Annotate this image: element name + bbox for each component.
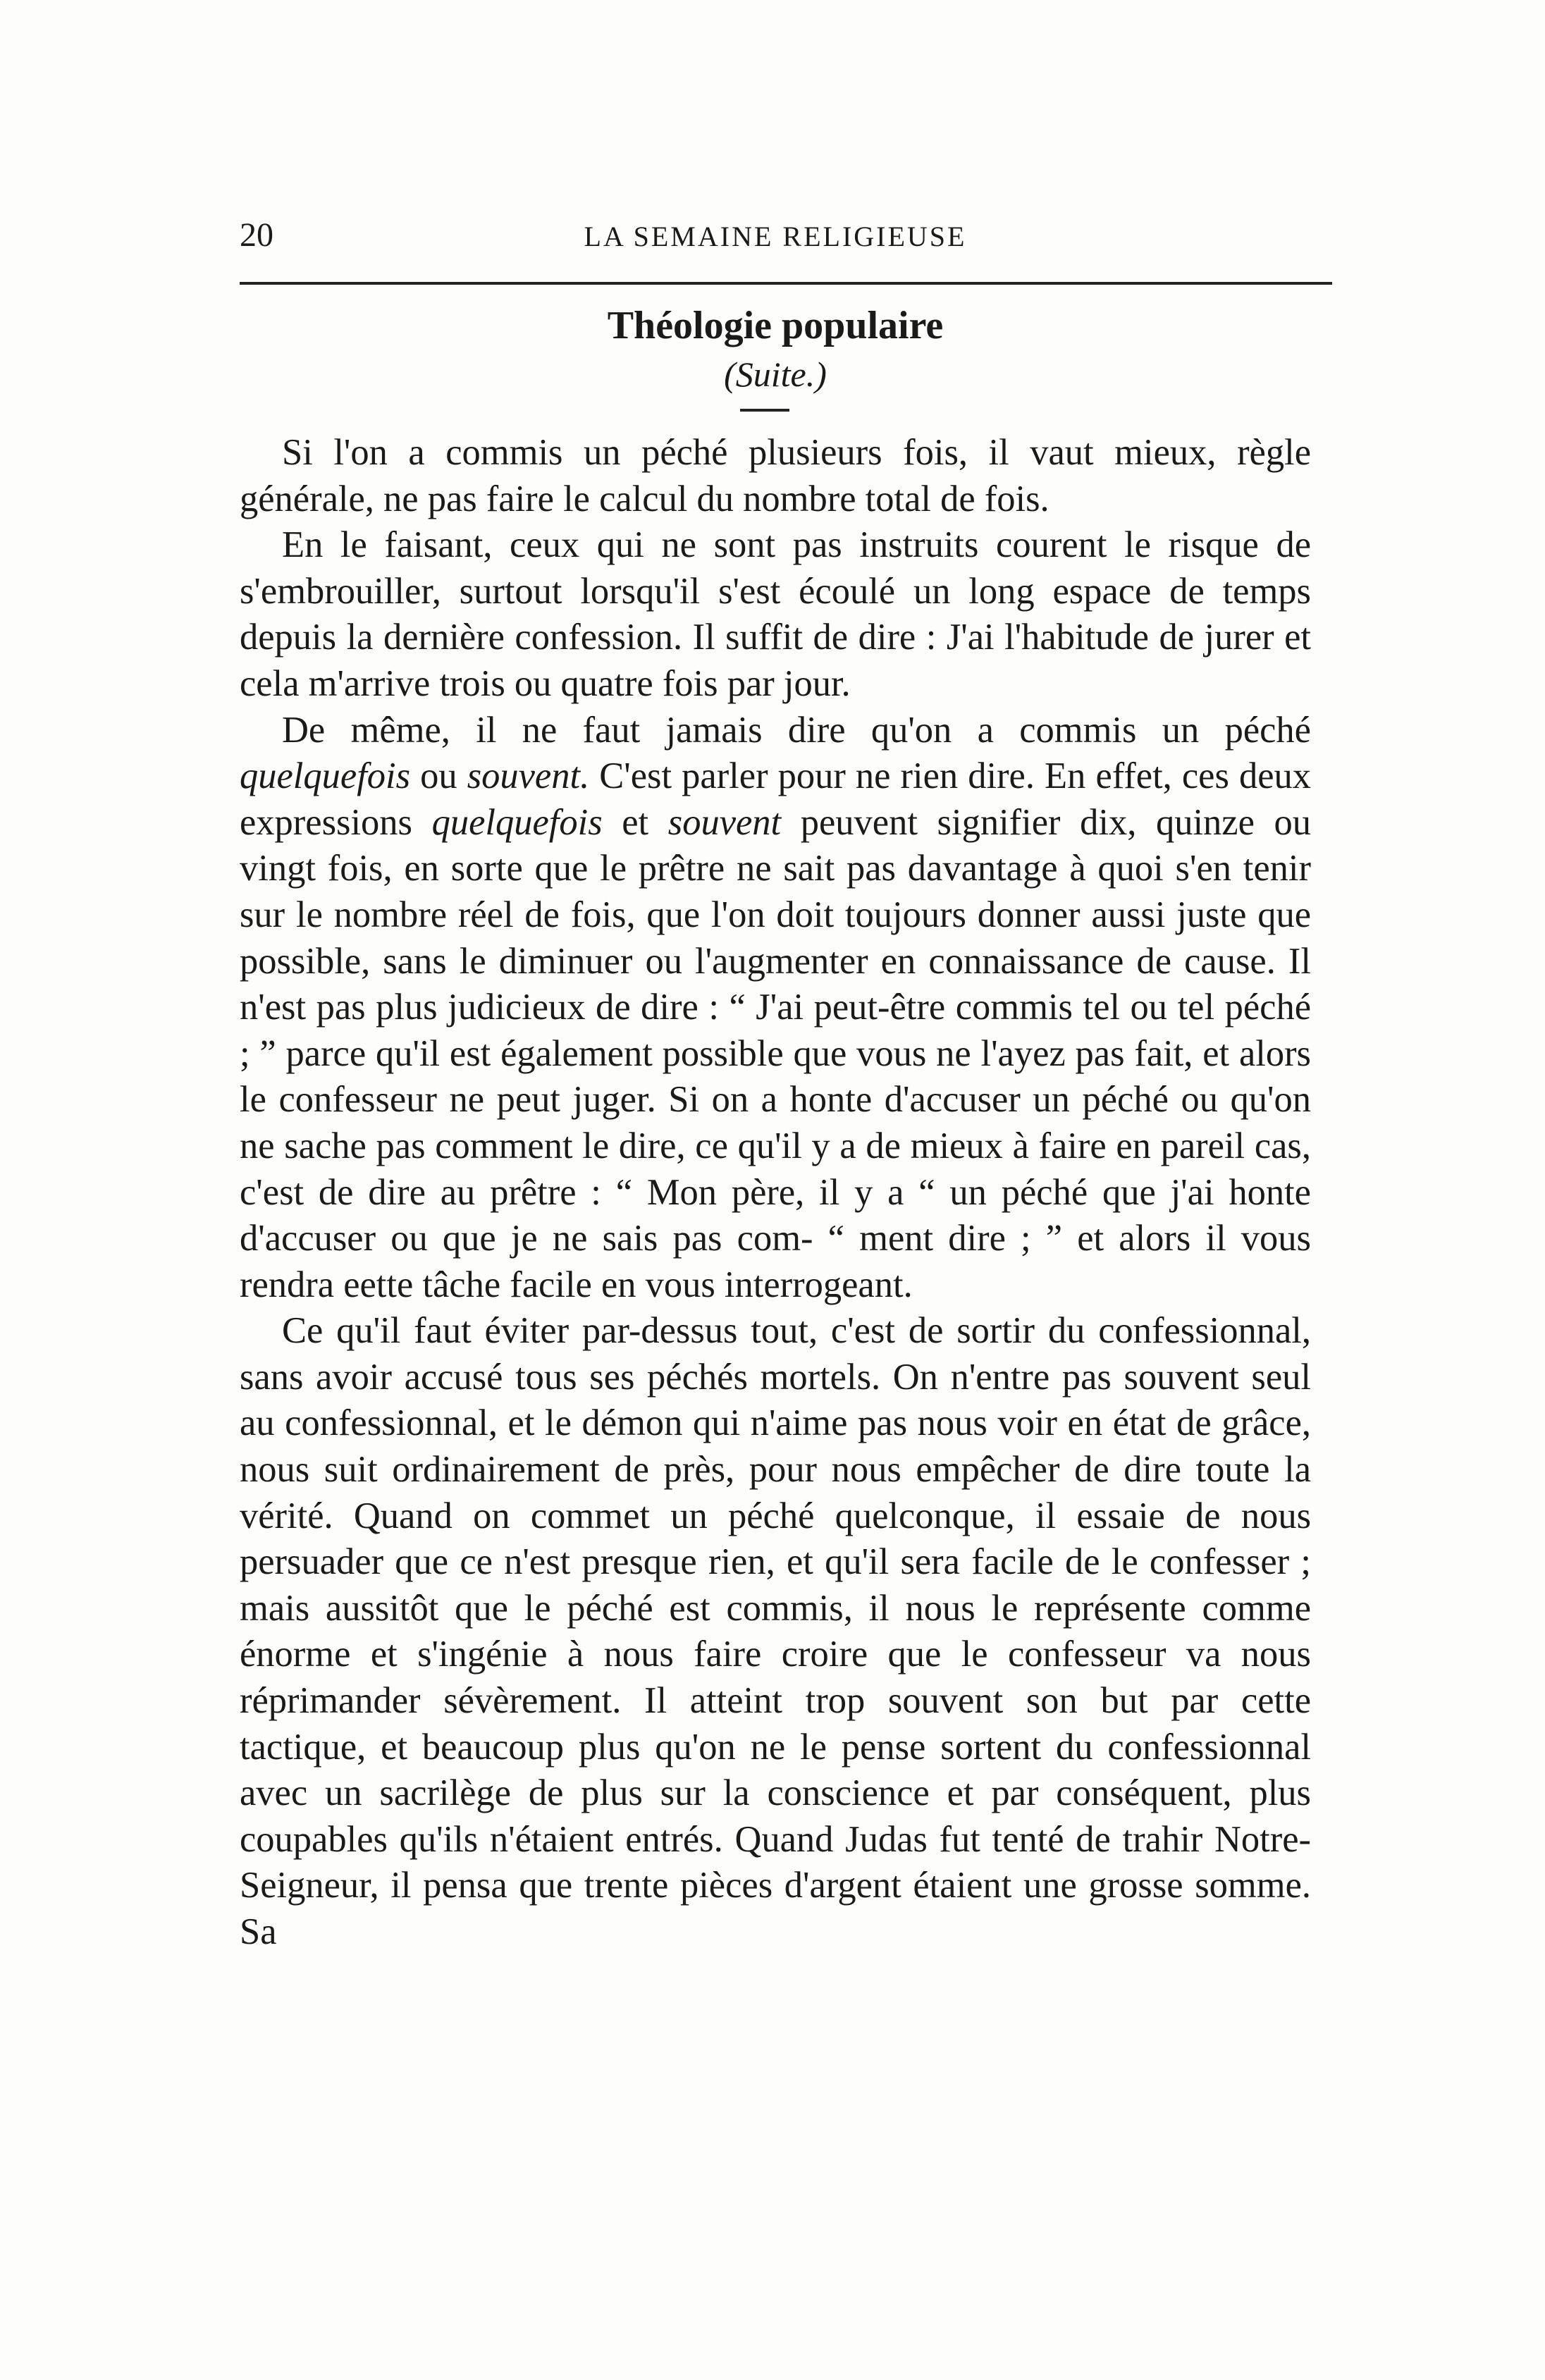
header-rule (240, 282, 1332, 285)
paragraph-3-text-b: ou (410, 756, 467, 797)
page (240, 197, 1312, 1952)
journal-title: LA SEMAINE RELIGIEUSE (584, 221, 967, 252)
article-body (240, 430, 1311, 1956)
paragraph-1: Si l'on a commis un péché plusieurs fois, il vaut mieux, règle générale, ne pas faire le calcul du nombre total de fois. (240, 432, 1311, 519)
emphasis-souvent: souvent. (467, 756, 590, 797)
page-number: 20 (240, 216, 273, 254)
emphasis-souvent-2: souvent (667, 801, 782, 843)
paragraph-3-text-a: De même, il ne faut jamais dire qu'on a commis un péché (282, 709, 1311, 751)
paragraph-3 (240, 708, 1311, 1309)
emphasis-quelquefois: quelquefois (240, 756, 411, 797)
paragraph-3-text-e: peuvent signifier dix, quinze ou vingt fois, en sorte que le prêtre ne sait pas davantage à quoi s'en tenir sur le nombre réel de fois, que l'on doit toujours donner aussi juste que possible, sans le diminuer ou l'augmenter en connaissance de cause. Il n'est pas plus judicieux de dire : “ J'ai peut-être commis tel ou tel péché ; ” parce qu'il est également possible que vous ne l'ayez pas fait, et alors le confesseur ne peut juger. Si on a honte d'accuser un péché ou qu'on ne sache pas comment le dire, ce qu'il y a de mieux à faire en pareil cas, c'est de dire au prêtre : “ Mon père, il y a “ un péché que j'ai honte d'accuser ou que je ne sais pas com- “ ment dire ; ” et alors il vous rendra eette tâche facile en vous interrogeant. (240, 801, 1312, 1305)
title-divider (740, 409, 789, 412)
paragraph-2: En le faisant, ceux qui ne sont pas instruits courent le risque de s'embrouiller, surtout lorsqu'il s'est écoulé un long espace de temps depuis la dernière confession. Il suffit de dire : J'ai l'habitude de jurer et cela m'arrive trois ou quatre fois par jour. (240, 524, 1311, 704)
running-header (240, 197, 1311, 254)
paragraph-3-text-c: C'est parler pour ne rien dire. En effet, ces deux expressions (240, 756, 1312, 843)
article-subtitle: (Suite.) (724, 354, 827, 394)
paragraph-4: Ce qu'il faut éviter par-dessus tout, c'est de sortir du confessionnal, sans avoir accusé tous ses péchés mortels. On n'entre pas souvent seul au confessionnal, et le démon qui n'aime pas nous voir en état de grâce, nous suit ordinairement de près, pour nous empêcher de dire toute la vérité. Quand on commet un péché quelconque, il essaie de nous persuader que ce n'est presque rien, et qu'il sera facile de le confesser ; mais aussitôt que le péché est commis, il nous le représente comme énorme et s'ingénie à nous faire croire que le confesseur va nous réprimander sévèrement. Il atteint trop souvent son but par cette tactique, et beaucoup plus qu'on ne le pense sortent du confessionnal avec un sacrilège de plus sur la conscience et par conséquent, plus coupables qu'ils n'étaient entrés. Quand Judas fut tenté de trahir Notre-Seigneur, il pensa que trente pièces d'argent étaient une grosse somme. Sa (240, 1310, 1311, 1952)
paragraph-3-text-d: et (602, 801, 668, 843)
emphasis-quelquefois-2: quelquefois (431, 801, 603, 843)
article-title: Théologie populaire (607, 304, 944, 347)
